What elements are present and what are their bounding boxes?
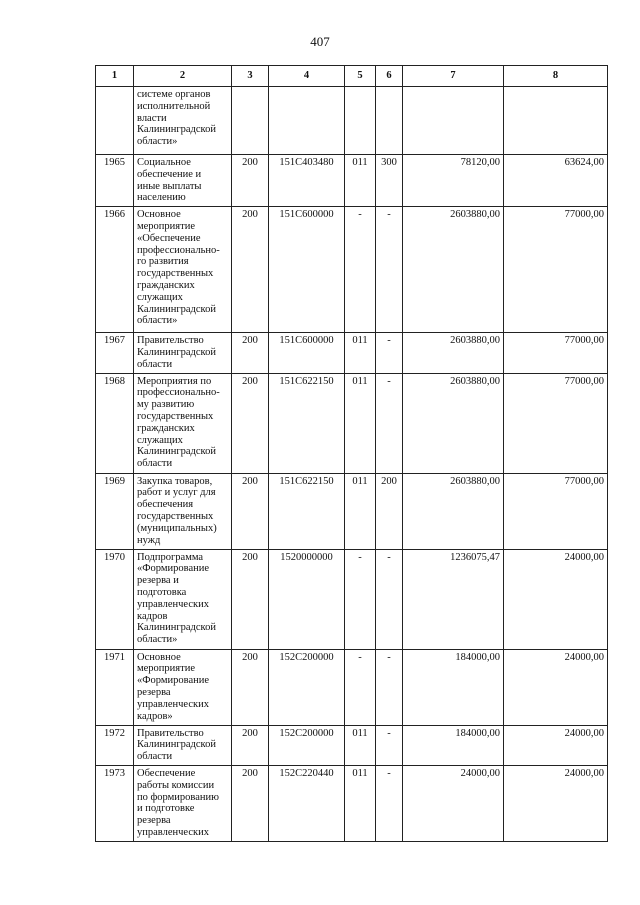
code-cell: 200 xyxy=(232,649,269,725)
header-cell-7: 7 xyxy=(403,66,504,87)
expense-type-cell: - xyxy=(376,725,403,765)
code-cell: 200 xyxy=(232,155,269,207)
code-cell xyxy=(232,87,269,155)
section-cell: - xyxy=(345,549,376,649)
amount-cell: 24000,00 xyxy=(504,649,608,725)
row-number-cell: 1968 xyxy=(96,373,134,473)
item-name-cell: Основное мероприятие «Формирование резерва управленческих кадров» xyxy=(134,649,232,725)
item-name-cell: Основное мероприятие «Обеспечение профессионально- го развития государственных гражданских служащих Калининградской области» xyxy=(134,207,232,333)
row-number-cell: 1969 xyxy=(96,473,134,549)
table-row xyxy=(96,765,608,841)
table-row xyxy=(96,155,608,207)
header-cell-3: 3 xyxy=(232,66,269,87)
amount-cell: 24000,00 xyxy=(504,549,608,649)
section-cell: 011 xyxy=(345,473,376,549)
target-article-cell xyxy=(269,87,345,155)
expense-type-cell xyxy=(376,87,403,155)
section-cell: 011 xyxy=(345,725,376,765)
amount-cell xyxy=(504,87,608,155)
code-cell: 200 xyxy=(232,549,269,649)
target-article-cell: 152С200000 xyxy=(269,725,345,765)
table-body xyxy=(96,66,608,842)
item-name-cell: Обеспечение работы комиссии по формированию и подготовке резерва управленческих xyxy=(134,765,232,841)
row-number-cell: 1965 xyxy=(96,155,134,207)
row-number-cell: 1966 xyxy=(96,207,134,333)
section-cell: - xyxy=(345,649,376,725)
table-row xyxy=(96,649,608,725)
row-number-cell: 1973 xyxy=(96,765,134,841)
amount-cell: 77000,00 xyxy=(504,473,608,549)
expense-type-cell: - xyxy=(376,765,403,841)
row-number-cell xyxy=(96,87,134,155)
amount-cell: 2603880,00 xyxy=(403,333,504,373)
item-name-cell: системе органов исполнительной власти Калининградской области» xyxy=(134,87,232,155)
section-cell: 011 xyxy=(345,765,376,841)
table-row xyxy=(96,373,608,473)
item-name-cell: Закупка товаров, работ и услуг для обеспечения государственных (муниципальных) нужд xyxy=(134,473,232,549)
section-cell: 011 xyxy=(345,333,376,373)
expense-type-cell: 200 xyxy=(376,473,403,549)
table-row xyxy=(96,473,608,549)
amount-cell: 77000,00 xyxy=(504,373,608,473)
amount-cell: 184000,00 xyxy=(403,725,504,765)
amount-cell: 24000,00 xyxy=(504,765,608,841)
table-row xyxy=(96,549,608,649)
code-cell: 200 xyxy=(232,207,269,333)
amount-cell: 24000,00 xyxy=(403,765,504,841)
expense-type-cell: 300 xyxy=(376,155,403,207)
table-row xyxy=(96,333,608,373)
amount-cell: 2603880,00 xyxy=(403,373,504,473)
table-row xyxy=(96,725,608,765)
section-cell: - xyxy=(345,207,376,333)
header-cell-6: 6 xyxy=(376,66,403,87)
expense-type-cell: - xyxy=(376,549,403,649)
target-article-cell: 151С403480 xyxy=(269,155,345,207)
amount-cell: 2603880,00 xyxy=(403,207,504,333)
amount-cell: 2603880,00 xyxy=(403,473,504,549)
target-article-cell: 152С220440 xyxy=(269,765,345,841)
amount-cell: 63624,00 xyxy=(504,155,608,207)
header-cell-8: 8 xyxy=(504,66,608,87)
amount-cell xyxy=(403,87,504,155)
table-row xyxy=(96,87,608,155)
target-article-cell: 152С200000 xyxy=(269,649,345,725)
code-cell: 200 xyxy=(232,373,269,473)
header-cell-4: 4 xyxy=(269,66,345,87)
code-cell: 200 xyxy=(232,765,269,841)
expense-type-cell: - xyxy=(376,333,403,373)
amount-cell: 78120,00 xyxy=(403,155,504,207)
expense-type-cell: - xyxy=(376,207,403,333)
target-article-cell: 151С600000 xyxy=(269,207,345,333)
row-number-cell: 1972 xyxy=(96,725,134,765)
item-name-cell: Социальное обеспечение и иные выплаты населению xyxy=(134,155,232,207)
header-cell-1: 1 xyxy=(96,66,134,87)
amount-cell: 184000,00 xyxy=(403,649,504,725)
item-name-cell: Правительство Калининградской области xyxy=(134,333,232,373)
code-cell: 200 xyxy=(232,333,269,373)
amount-cell: 1236075,47 xyxy=(403,549,504,649)
target-article-cell: 151С622150 xyxy=(269,473,345,549)
target-article-cell: 1520000000 xyxy=(269,549,345,649)
section-cell: 011 xyxy=(345,155,376,207)
row-number-cell: 1971 xyxy=(96,649,134,725)
code-cell: 200 xyxy=(232,725,269,765)
section-cell xyxy=(345,87,376,155)
budget-table xyxy=(95,65,608,842)
amount-cell: 77000,00 xyxy=(504,333,608,373)
section-cell: 011 xyxy=(345,373,376,473)
header-row xyxy=(96,66,608,87)
page-number: 407 xyxy=(310,34,330,49)
table-row xyxy=(96,207,608,333)
header-cell-5: 5 xyxy=(345,66,376,87)
item-name-cell: Мероприятия по профессионально- му развитию государственных гражданских служащих Калининградской области xyxy=(134,373,232,473)
amount-cell: 24000,00 xyxy=(504,725,608,765)
row-number-cell: 1967 xyxy=(96,333,134,373)
expense-type-cell: - xyxy=(376,649,403,725)
item-name-cell: Подпрограмма «Формирование резерва и подготовка управленческих кадров Калининградской области» xyxy=(134,549,232,649)
item-name-cell: Правительство Калининградской области xyxy=(134,725,232,765)
target-article-cell: 151С622150 xyxy=(269,373,345,473)
amount-cell: 77000,00 xyxy=(504,207,608,333)
code-cell: 200 xyxy=(232,473,269,549)
row-number-cell: 1970 xyxy=(96,549,134,649)
header-cell-2: 2 xyxy=(134,66,232,87)
expense-type-cell: - xyxy=(376,373,403,473)
target-article-cell: 151С600000 xyxy=(269,333,345,373)
